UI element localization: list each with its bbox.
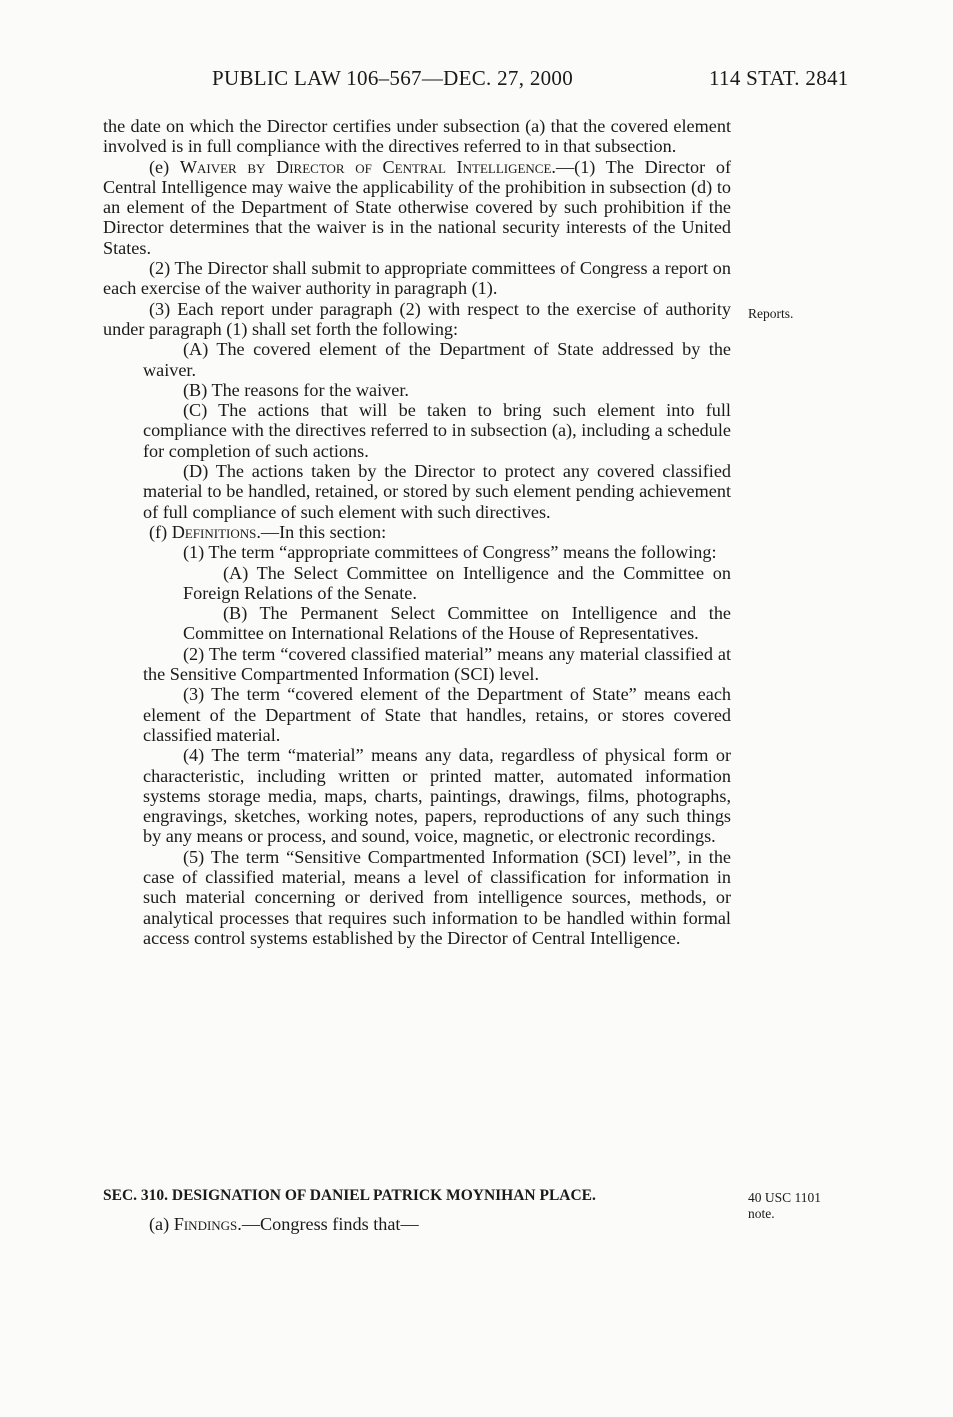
margin-note-reports: Reports. — [748, 306, 794, 321]
definition-1b: (B) The Permanent Select Committee on Intelligence and the Committee on International Relations of the House of Representatives. — [183, 603, 731, 644]
definition-3: (3) The term “covered element of the Department of State” means each element of the Department of State that handles, retains, or stores covered classified material. — [143, 684, 731, 745]
paragraph-e3: (3) Each report under paragraph (2) with respect to the exercise of authority under paragraph (1) shall set forth the following: — [103, 298, 731, 339]
subsection-f-text: —In this section: — [260, 521, 387, 542]
subsection-f-label: (f) — [149, 521, 172, 542]
subparagraph-e3d: (D) The actions taken by the Director to protect any covered classified material to be handled, retained, or stored by such element pending achievement of full compliance of such element with such directives. — [143, 461, 731, 522]
paragraph-e2: (2) The Director shall submit to appropriate committees of Congress a report on each exercise of the waiver authority in paragraph (1). — [103, 258, 731, 299]
margin-note-usc-citation: 40 USC 1101 — [748, 1190, 822, 1205]
margin-note-usc — [748, 1190, 821, 1222]
subsection-e — [103, 157, 731, 258]
findings-line — [149, 1214, 419, 1235]
body-text — [103, 116, 731, 948]
paragraph-continuation: the date on which the Director certifies under subsection (a) that the covered element involved is in full compliance with the directives referred to in that subsection. — [103, 116, 731, 157]
subsection-e-label: (e) — [149, 156, 180, 177]
subsection-e-text: —(1) The Director of Central Intelligence may waive the applicability of the prohibition in subsection (d) to an element of the Department of State otherwise covered by such prohibition if the Director determines that the waiver is in the national security interests of the United States. — [103, 156, 731, 258]
findings-label: Findings. — [173, 1214, 242, 1234]
section-heading: SEC. 310. DESIGNATION OF DANIEL PATRICK MOYNIHAN PLACE. — [103, 1187, 596, 1204]
definition-4: (4) The term “material” means any data, regardless of physical form or characteristic, including written or printed matter, automated information systems storage media, maps, charts, paintings, drawings, films, photographs, engravings, sketches, working notes, papers, reproductions of any such things by any means or process, and sound, voice, magnetic, or electronic recordings. — [143, 745, 731, 847]
subsection-e-heading: Waiver by Director of Central Intelligence. — [179, 156, 556, 177]
subparagraph-e3b: (B) The reasons for the waiver. — [183, 379, 409, 400]
definition-2: (2) The term “covered classified material” means any material classified at the Sensitive Compartmented Information (SCI) level. — [143, 643, 731, 685]
findings-label-prefix: (a) — [149, 1214, 174, 1234]
subsection-f — [103, 522, 731, 542]
margin-note-usc-note: note. — [748, 1206, 775, 1221]
subsection-f-heading: Definitions. — [171, 521, 261, 542]
subparagraph-e3a: (A) The covered element of the Department of State addressed by the waiver. — [143, 339, 731, 380]
definition-1a: (A) The Select Committee on Intelligence and the Committee on Foreign Relations of the Senate. — [183, 562, 731, 603]
definition-5: (5) The term “Sensitive Compartmented Information (SCI) level”, in the case of classified material, means a level of classification for information in such material concerning or derived from intelligence sources, methods, or analytical processes that requires such information to be handled within formal access control systems established by the Director of Central Intelligence. — [143, 846, 731, 948]
subparagraph-e3c: (C) The actions that will be taken to bring such element into full compliance with the directives referred to in subsection (a), including a schedule for completion of such actions. — [143, 400, 731, 461]
statute-page-reference: 114 STAT. 2841 — [709, 66, 849, 90]
findings-text: —Congress finds that— — [241, 1214, 419, 1234]
running-header-title: PUBLIC LAW 106–567—DEC. 27, 2000 — [212, 66, 574, 90]
definition-1: (1) The term “appropriate committees of Congress” means the following: — [183, 542, 717, 563]
